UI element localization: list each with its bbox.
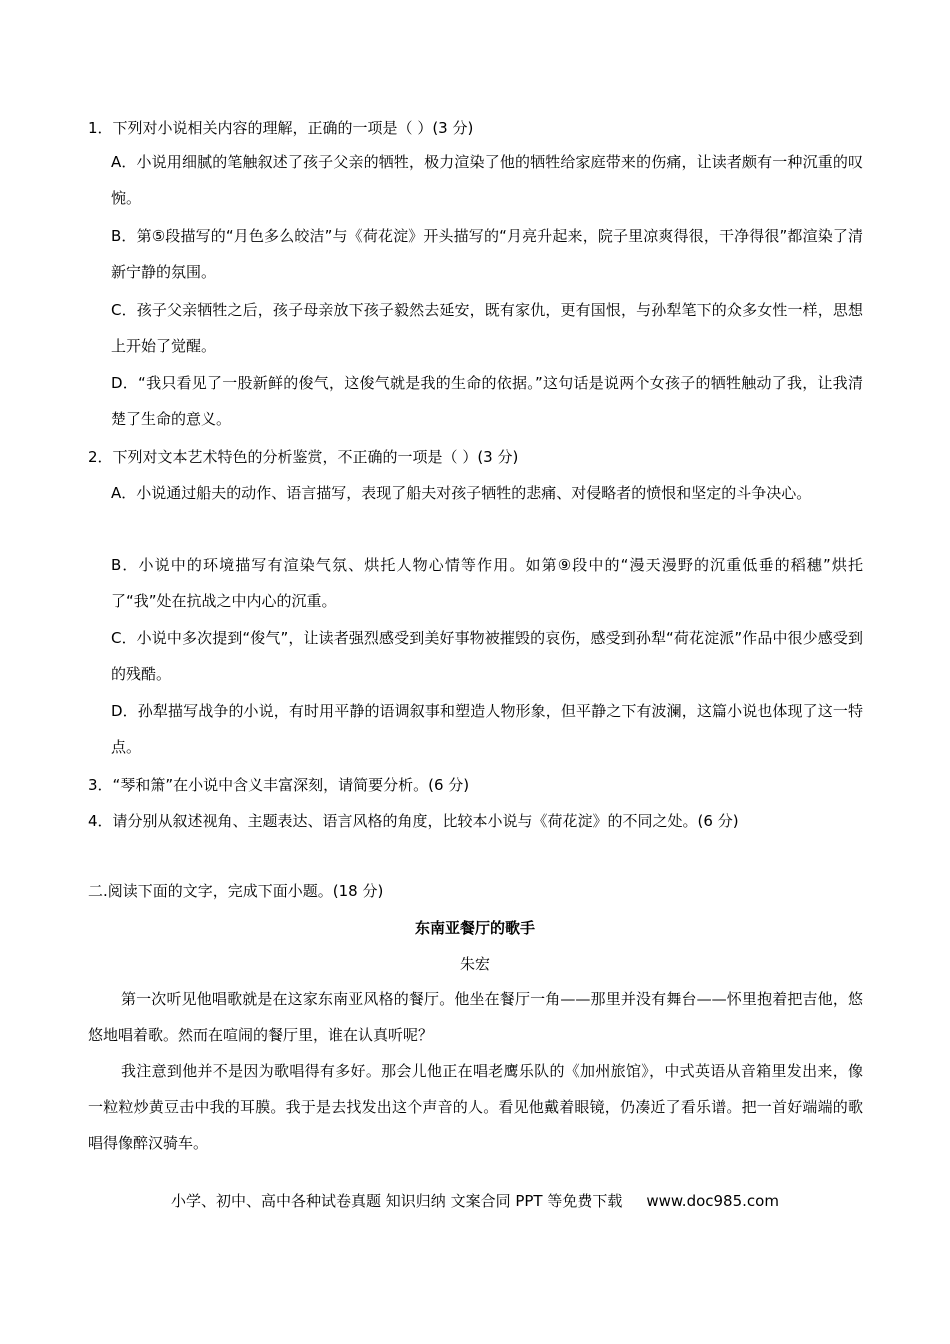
question-2-option-d: D．孙犁描写战争的小说，有时用平静的语调叙事和塑造人物形象，但平静之下有波澜，这篇小说也体现了这一特点。 <box>111 702 863 756</box>
footer-text: 小学、初中、高中各种试卷真题 知识归纳 文案合同 PPT 等免费下载 <box>171 1192 623 1210</box>
question-2-option-b: B．小说中的环境描写有渲染气氛、烘托人物心情等作用。如第⑨段中的“漫天漫野的沉重低垂的稻穗”烘托了“我”处在抗战之中内心的沉重。 <box>111 556 863 610</box>
story-paragraph: 第一次听见他唱歌就是在这家东南亚风格的餐厅。他坐在餐厅一角——那里并没有舞台——怀里抱着把吉他，悠悠地唱着歌。然而在喧闹的餐厅里，谁在认真听呢？ <box>88 990 863 1044</box>
question-1-option-d: D．“我只看见了一股新鲜的俊气，这俊气就是我的生命的依据。”这句话是说两个女孩子的牺牲触动了我，让我清楚了生命的意义。 <box>111 374 863 428</box>
question-4-stem: 4．请分别从叙述视角、主题表达、语言风格的角度，比较本小说与《荷花淀》的不同之处。(6 分) <box>88 812 739 830</box>
question-2-stem: 2．下列对文本艺术特色的分析鉴赏，不正确的一项是（ ）(3 分) <box>88 448 519 466</box>
question-2-option-c: C．小说中多次提到“俊气”，让读者强烈感受到美好事物被摧毁的哀伤，感受到孙犁“荷花淀派”作品中很少感受到的残酷。 <box>111 629 863 683</box>
question-2-option-a: A．小说通过船夫的动作、语言描写，表现了船夫对孩子牺牲的悲痛、对侵略者的愤恨和坚定的斗争决心。 <box>111 484 812 502</box>
story-title: 东南亚餐厅的歌手 <box>414 919 535 937</box>
story-author: 朱宏 <box>459 955 490 973</box>
question-1-stem: 1．下列对小说相关内容的理解，正确的一项是（ ）(3 分) <box>88 119 474 137</box>
story-paragraph: 我注意到他并不是因为歌唱得有多好。那会儿他正在唱老鹰乐队的《加州旅馆》，中式英语从音箱里发出来，像一粒粒炒黄豆击中我的耳膜。我于是去找发出这个声音的人。看见他戴着眼镜，仍凑近了看乐谱。把一首好端端的歌唱得像醉汉骑车。 <box>88 1062 863 1152</box>
question-1-option-a: A．小说用细腻的笔触叙述了孩子父亲的牺牲，极力渲染了他的牺牲给家庭带来的伤痛，让读者颇有一种沉重的叹惋。 <box>111 153 863 207</box>
question-1-option-b: B．第⑤段描写的“月色多么皎洁”与《荷花淀》开头描写的“月亮升起来，院子里凉爽得很，干净得很”都渲染了清新宁静的氛围。 <box>111 227 863 281</box>
footer-url: www.doc985.com <box>646 1192 779 1210</box>
section-heading: 二.阅读下面的文字，完成下面小题。(18 分) <box>88 882 384 900</box>
question-1-option-c: C．孩子父亲牺牲之后，孩子母亲放下孩子毅然去延安，既有家仇，更有国恨，与孙犁笔下的众多女性一样，思想上开始了觉醒。 <box>111 301 863 355</box>
page-footer <box>0 1191 950 1211</box>
question-3-stem: 3．“琴和箫”在小说中含义丰富深刻，请简要分析。(6 分) <box>88 776 470 794</box>
